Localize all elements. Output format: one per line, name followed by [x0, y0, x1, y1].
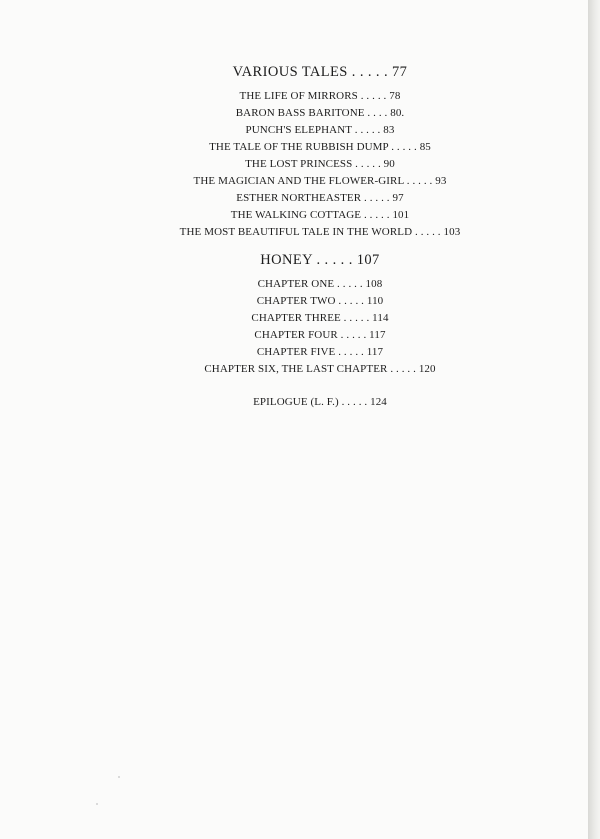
- toc-entry: PUNCH'S ELEPHANT . . . . . 83: [245, 124, 395, 136]
- toc-entry: CHAPTER THREE . . . . . 114: [251, 312, 389, 324]
- toc-entry: CHAPTER TWO . . . . . 110: [256, 295, 384, 307]
- section-heading: HONEY . . . . . 107: [260, 252, 380, 268]
- paper-speck: [96, 803, 98, 805]
- toc-entry: THE LOST PRINCESS . . . . . 90: [245, 158, 395, 170]
- toc-entry: THE TALE OF THE RUBBISH DUMP . . . . . 85: [209, 141, 431, 153]
- toc-entry: THE MOST BEAUTIFUL TALE IN THE WORLD . . . . . 103: [179, 226, 461, 238]
- toc-entry: CHAPTER FIVE . . . . . 117: [256, 346, 384, 358]
- toc-entry: EPILOGUE (L. F.) . . . . . 124: [253, 396, 387, 408]
- paper-speck: [118, 776, 120, 778]
- toc-entry: CHAPTER ONE . . . . . 108: [257, 278, 383, 290]
- section-heading: VARIOUS TALES . . . . . 77: [232, 64, 408, 80]
- toc-entry: ESTHER NORTHEASTER . . . . . 97: [236, 192, 404, 204]
- toc-section-honey: [0, 251, 600, 378]
- toc-section-epilogue: [0, 394, 600, 411]
- toc-entry: CHAPTER SIX, THE LAST CHAPTER . . . . . 120: [204, 363, 436, 375]
- toc-entry: CHAPTER FOUR . . . . . 117: [254, 329, 386, 341]
- toc-entry: THE MAGICIAN AND THE FLOWER-GIRL . . . . . 93: [193, 175, 447, 187]
- toc-entry: THE LIFE OF MIRRORS . . . . . 78: [239, 90, 401, 102]
- page-edge-shadow: [588, 0, 600, 839]
- toc-entry: THE WALKING COTTAGE . . . . . 101: [230, 209, 410, 221]
- toc-entry: BARON BASS BARITONE . . . . 80.: [235, 107, 405, 119]
- toc-section-various-tales: [0, 63, 600, 241]
